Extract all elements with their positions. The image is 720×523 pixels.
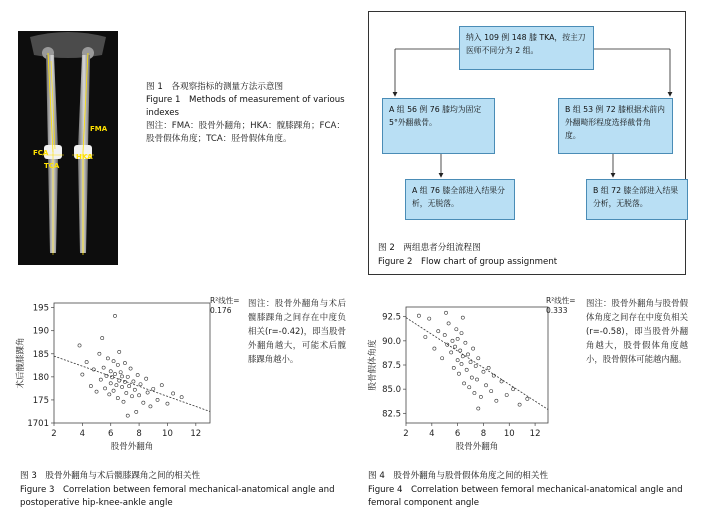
figure1-title-zh: 图 1 各观察指标的测量方法示意图	[146, 82, 284, 92]
r-squared-value: 0.333	[546, 306, 568, 315]
figure4-scatter-plot	[366, 293, 582, 463]
x-tick-label: 8	[480, 429, 487, 439]
figure2-title-zh: 图 2 两组患者分组流程图	[378, 243, 481, 253]
x-tick-label: 10	[503, 429, 515, 439]
y-tick-label: 175	[32, 395, 49, 406]
y-tick-label: 1701	[27, 419, 49, 429]
figure4-caption	[368, 470, 703, 511]
y-axis-label: 股骨假体角度	[368, 339, 378, 391]
x-tick-label: 4	[79, 429, 86, 439]
figure3-title-zh: 图 3 股骨外翻角与术后髋膝踝角之间的相关性	[20, 471, 201, 481]
r-squared-label: R²线性=	[210, 296, 240, 305]
x-tick-label: 6	[108, 429, 114, 439]
fca-label: FCA	[33, 149, 49, 157]
flowchart-figure	[368, 11, 686, 275]
tca-label: TCA	[44, 162, 60, 170]
flow-box-group-a: A 组 56 例 76 膝均为固定 5°外翻截骨。	[382, 98, 495, 154]
figure2-title-en: Figure 2 Flow chart of group assignment	[378, 257, 558, 267]
y-tick-label: 85.0	[382, 385, 401, 396]
figure2-caption	[378, 241, 557, 269]
y-tick-label: 185	[32, 349, 49, 360]
figure4-title-zh: 图 4 股骨外翻角与股骨假体角度之间的相关性	[368, 471, 549, 481]
flow-box-group-a-result: A 组 76 膝全部进入结果分析，无脱落。	[405, 179, 515, 220]
figure4-title-en: Figure 4 Correlation between femoral mechanical-anatomical angle and femoral component angle	[368, 484, 683, 508]
y-tick-label: 195	[32, 303, 49, 314]
y-axis-label: 术后髋膝踝角	[16, 337, 26, 389]
figure3-caption	[20, 470, 340, 511]
y-tick-label: 90.0	[382, 336, 401, 347]
flow-box-enrolled: 纳入 109 例 148 膝 TKA，按主刀医师不同分为 2 组。	[459, 26, 594, 70]
figure3-chart	[14, 293, 244, 463]
x-tick-label: 4	[429, 429, 435, 439]
x-axis-label: 股骨外翻角	[455, 442, 499, 452]
x-tick-label: 12	[190, 429, 202, 439]
x-tick-label: 2	[403, 429, 409, 439]
hka-label: HKA	[76, 153, 93, 161]
figure1-note: 图注：FMA：股骨外翻角；HKA：髋膝踝角；FCA：股骨假体角度；TCA：胫骨假体角度。	[146, 121, 345, 144]
x-tick-label: 10	[162, 429, 173, 439]
y-tick-label: 190	[32, 326, 49, 337]
x-tick-label: 12	[529, 429, 541, 439]
figure3-note: 图注：股骨外翻角与术后髋膝踝角之间存在中度负相关(r=-0.42)，即当股骨外翻角越大，可能术后髋膝踝角越小。	[248, 298, 346, 364]
x-axis-label: 股骨外翻角	[110, 442, 154, 452]
figure1-title-en: Figure 1 Methods of measurement of various indexes	[146, 95, 345, 118]
figure3-scatter-plot	[14, 293, 244, 463]
figure4-chart	[366, 293, 582, 463]
xray-image	[18, 31, 118, 265]
y-tick-label: 180	[32, 372, 49, 383]
figure4-note: 图注：股骨外翻角与股骨假体角度之间存在中度负相关(r=-0.58)，即当股骨外翻角越大，股骨假体角度越小，股骨假体可能越内翻。	[586, 298, 688, 364]
plot-frame	[54, 303, 210, 423]
r-squared-value: 0.176	[210, 306, 232, 315]
x-tick-label: 6	[454, 429, 461, 439]
y-tick-label: 82.5	[382, 409, 401, 420]
flow-box-group-b: B 组 53 例 72 膝根据术前内外翻畸形程度选择截骨角度。	[558, 98, 673, 154]
x-tick-label: 2	[51, 429, 57, 439]
y-tick-label: 87.5	[382, 361, 401, 371]
fma-label: FMA	[90, 125, 108, 133]
r-squared-label: R²线性=	[546, 296, 576, 305]
figure3-title-en: Figure 3 Correlation between femoral mechanical-anatomical angle and postoperative hip-knee-ankle angle	[20, 484, 335, 508]
x-tick-label: 8	[136, 429, 142, 439]
flow-box-group-b-result: B 组 72 膝全部进入结果分析，无脱落。	[586, 179, 688, 220]
figure1-caption	[146, 81, 346, 146]
y-tick-label: 92.5	[382, 312, 401, 323]
